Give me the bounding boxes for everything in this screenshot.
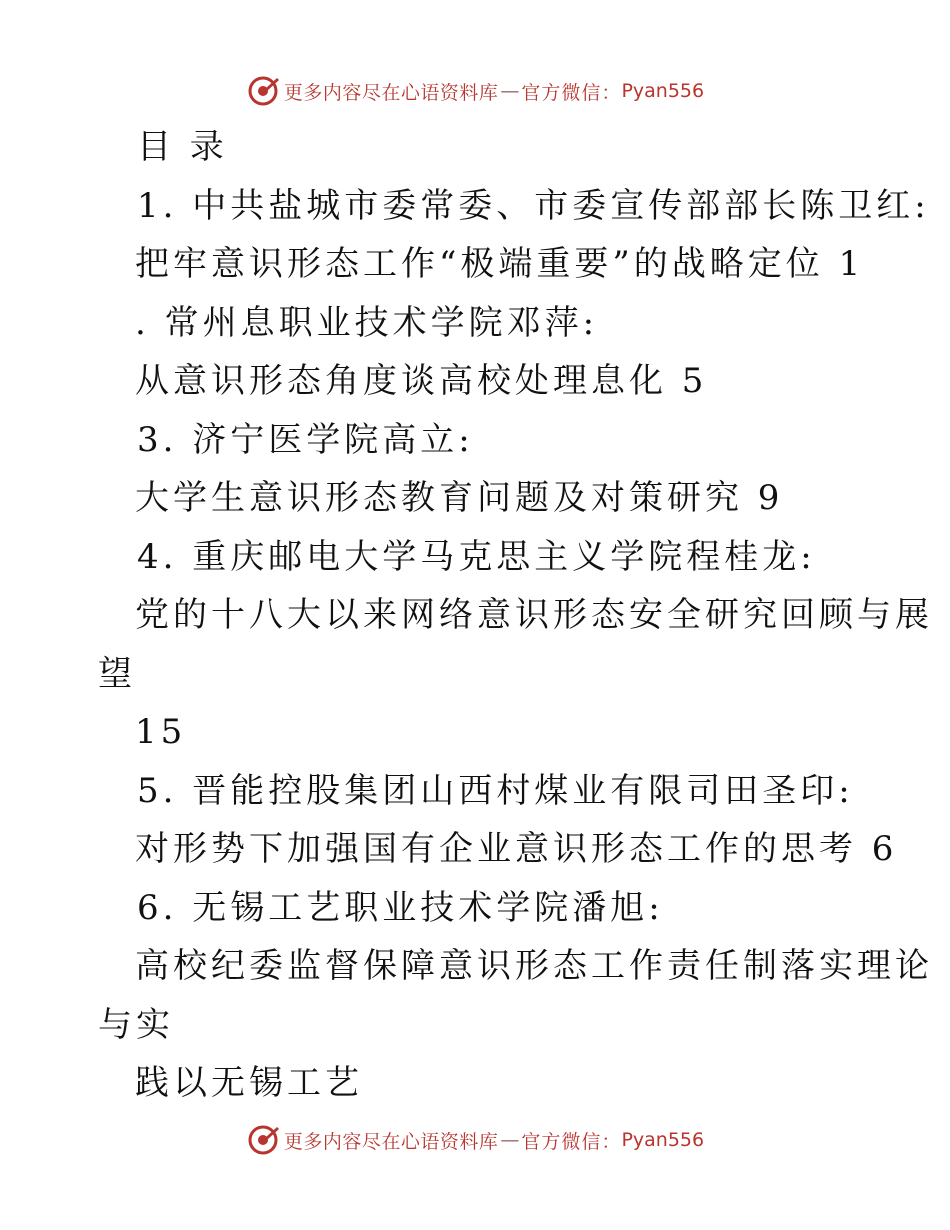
watermark-subtitle: 官方微信： <box>521 1130 622 1153</box>
toc-heading: 目 录 <box>137 127 228 167</box>
toc-line: 党的十八大以来网络意识形态安全研究回顾与展 <box>135 595 933 635</box>
toc-line: 3. 济宁医学院高立: <box>137 419 474 460</box>
toc-line: 大学生意识形态教育问题及对策研究 9 <box>135 478 784 518</box>
watermark-separator: — <box>500 80 520 102</box>
toc-line: 望 <box>98 653 136 694</box>
toc-line: 5. 晋能控股集团山西村煤业有限司田圣印: <box>137 770 854 811</box>
toc-line: 15 <box>135 712 187 752</box>
watermark-text: 更多内容尽在心语资料库 <box>283 81 499 104</box>
pen-circle-logo-icon <box>246 1123 280 1157</box>
table-of-contents <box>0 118 950 1113</box>
toc-line: 4. 重庆邮电大学马克思主义学院程桂龙: <box>137 536 816 577</box>
toc-line: . 常州息职业技术学院邓萍: <box>135 302 599 343</box>
pen-circle-logo-icon <box>246 74 280 108</box>
watermark-subtitle: 官方微信： <box>521 81 622 104</box>
watermark-text: 更多内容尽在心语资料库 <box>283 1130 499 1153</box>
toc-line: 与实 <box>98 1004 174 1045</box>
watermark-brand: Pyan556 <box>621 1129 705 1151</box>
toc-line: 践以无锡工艺 <box>135 1063 363 1103</box>
watermark-separator: — <box>500 1129 520 1151</box>
watermark-footer <box>0 1120 950 1160</box>
toc-line: 6. 无锡工艺职业技术学院潘旭: <box>137 887 664 928</box>
watermark-brand: Pyan556 <box>621 80 705 102</box>
toc-line: 从意识形态角度谈高校处理息化 5 <box>135 361 708 401</box>
toc-line: 对形势下加强国有企业意识形态工作的思考 6 <box>135 829 898 869</box>
toc-line: 1. 中共盐城市委常委、市委宣传部部长陈卫红: <box>137 185 930 226</box>
toc-line: 高校纪委监督保障意识形态工作责任制落实理论 <box>135 946 933 986</box>
watermark-header <box>0 71 950 111</box>
toc-line: 把牢意识形态工作“极端重要”的战略定位 1 <box>135 244 865 284</box>
